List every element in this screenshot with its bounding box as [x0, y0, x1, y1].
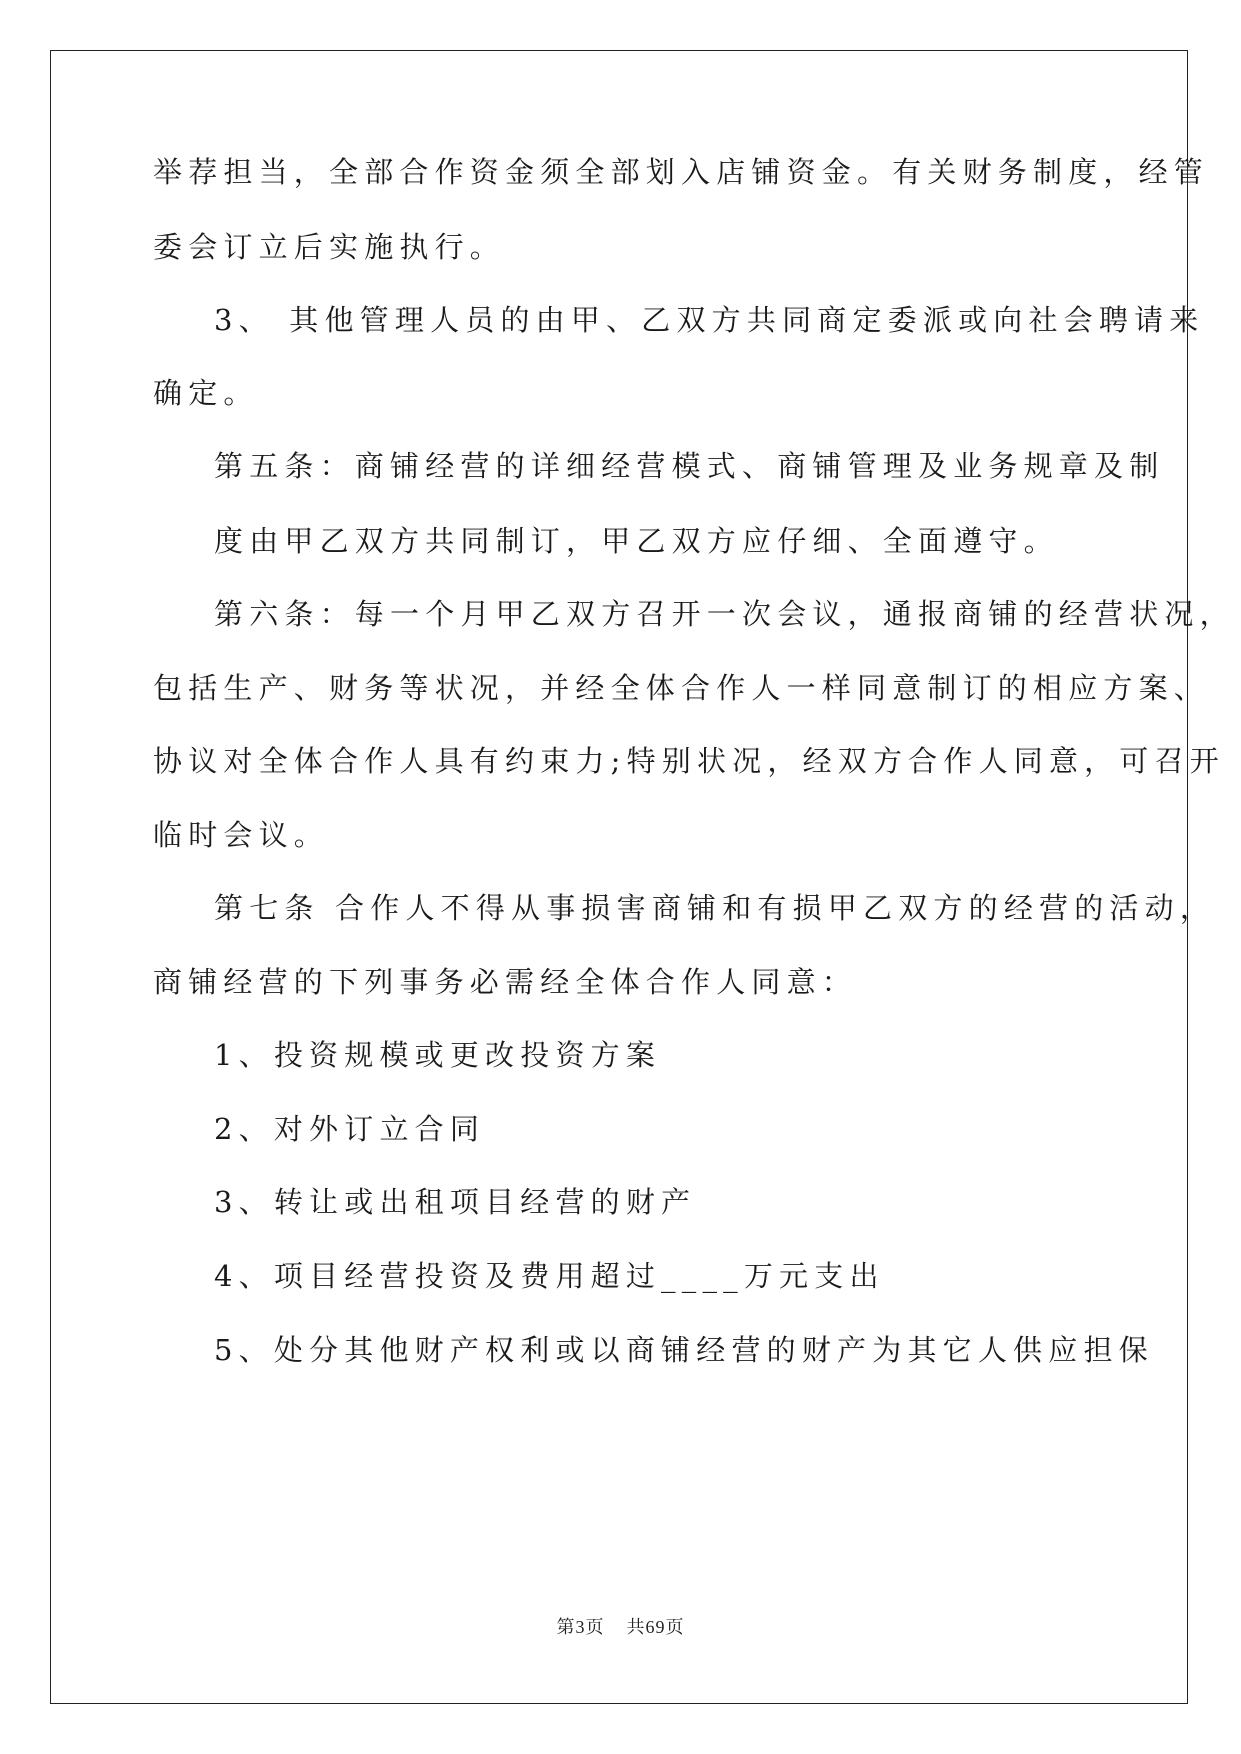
body-line-2: 委会订立后实施执行。	[153, 230, 506, 264]
body-line-6: 度由甲乙双方共同制订，甲乙双方应仔细、全面遵守。	[214, 524, 1059, 558]
page-footer	[0, 1613, 1241, 1639]
list-item-2: 2、对外订立合同	[214, 1112, 486, 1146]
list-item-4: 4、项目经营投资及费用超过____万元支出	[214, 1259, 885, 1293]
body-line-9: 协议对全体合作人具有约束力;特别状况，经双方合作人同意，可召开	[153, 744, 1225, 778]
body-line-7: 第六条：每一个月甲乙双方召开一次会议，通报商铺的经营状况，	[214, 597, 1235, 631]
page-total: 共69页	[626, 1617, 685, 1637]
body-line-12: 商铺经营的下列事务必需经全体合作人同意：	[153, 965, 858, 999]
body-line-8: 包括生产、财务等状况，并经全体合作人一样同意制订的相应方案、	[153, 671, 1210, 705]
body-line-1: 举荐担当，全部合作资金须全部划入店铺资金。有关财务制度，经管	[153, 155, 1210, 189]
body-line-5: 第五条：商铺经营的详细经营模式、商铺管理及业务规章及制	[214, 449, 1165, 483]
list-item-3: 3、转让或出租项目经营的财产	[214, 1185, 697, 1219]
list-item-1: 1、投资规模或更改投资方案	[214, 1038, 662, 1072]
body-line-10: 临时会议。	[153, 818, 330, 852]
body-line-4: 确定。	[153, 376, 259, 410]
body-line-3: 3、 其他管理人员的由甲、乙双方共同商定委派或向社会聘请来	[214, 303, 1205, 337]
body-line-11: 第七条 合作人不得从事损害商铺和有损甲乙双方的经营的活动，	[214, 891, 1216, 925]
page-number: 第3页	[556, 1617, 605, 1637]
page-border	[50, 50, 1188, 1704]
list-item-5: 5、处分其他财产权利或以商铺经营的财产为其它人供应担保	[214, 1333, 1154, 1367]
